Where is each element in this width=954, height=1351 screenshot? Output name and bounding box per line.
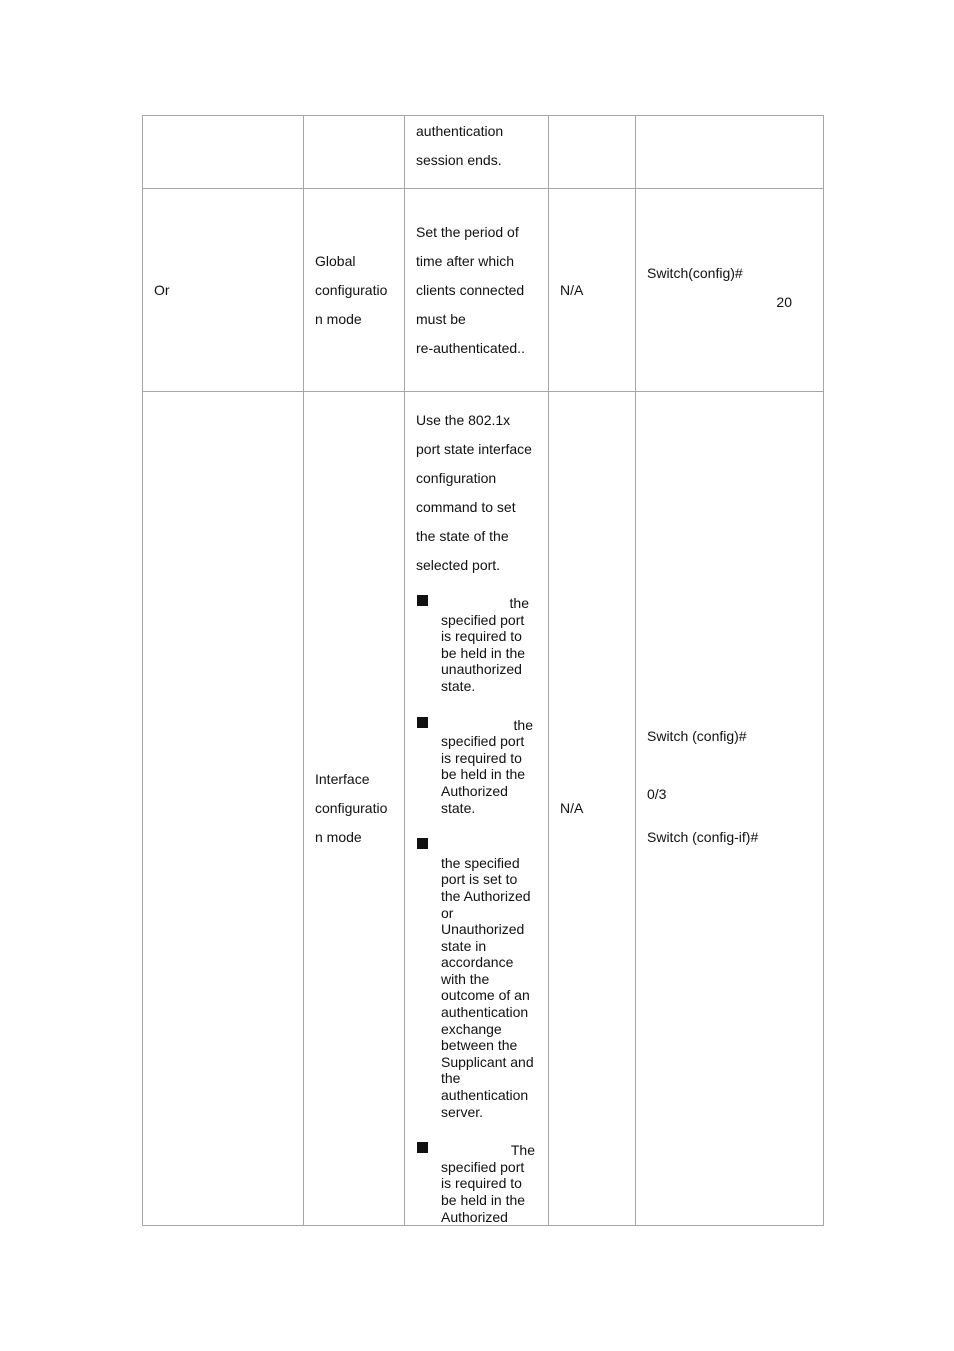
bullet-first-word [441,838,537,855]
bullet-line: is required to [441,749,522,766]
example-line: Switch (config)# [647,728,747,744]
bullet-line: Supplicant and [441,1053,534,1070]
config-mode-line: n mode [315,310,362,327]
bullet-line: specified port [441,611,525,628]
default-value: N/A [560,281,584,298]
bullet-line: Authorized [441,1208,508,1225]
bullet-line: Authorized [441,782,508,799]
desc-line: configuration [416,470,497,486]
bullet-line: is required to [441,628,522,645]
example-line: 0/3 [647,786,667,802]
cell-config-mode [304,189,405,392]
bullet-line: state. [441,677,476,694]
desc-line: must be [416,310,466,327]
bullet-line: port is set to [441,871,518,888]
bullet-line: is required to [441,1175,522,1192]
cell-example [636,392,824,1226]
desc-line: Set the period of [416,223,519,240]
cell-mode [143,392,304,1226]
cell-example [636,189,824,392]
bullet-first-word: The [510,1142,535,1159]
bullet-line: the Authorized [441,887,531,904]
bullet-item [416,595,537,695]
square-bullet-icon [417,838,428,849]
bullet-item [416,838,537,1120]
cell-mode [143,116,304,189]
cell-description [405,392,549,1226]
cell-description [405,116,549,189]
bullet-line: the [441,1070,461,1087]
desc-line: port state interface [416,441,532,457]
desc-line: authentication [416,123,504,139]
bullet-line: be held in the [441,1192,526,1208]
square-bullet-icon [417,717,428,728]
table-row [143,392,824,1226]
bullet-item [416,717,537,817]
bullet-line: Unauthorized [441,921,525,938]
bullet-line: between the [441,1037,518,1054]
bullet-line: authentication [441,1087,529,1104]
bullet-line: state in [441,937,487,954]
bullet-line: outcome of an [441,987,530,1004]
bullet-line: or [441,904,454,921]
bullet-line: be held in the [441,644,526,661]
table-row [143,189,824,392]
config-mode-line: configuratio [315,281,388,298]
mode-label: Or [154,281,170,298]
cell-example [636,116,824,189]
command-table [142,115,824,1226]
bullet-line: specified port [441,1158,525,1175]
example-value: 20 [776,294,792,310]
cell-config-mode [304,116,405,189]
cell-config-mode [304,392,405,1226]
bullet-line: be held in the [441,766,526,783]
cell-mode [143,189,304,392]
square-bullet-icon [417,1142,428,1153]
bullet-line: specified port [441,733,525,750]
bullet-first-word: the [513,716,533,733]
bullet-line: state. [441,799,476,816]
desc-line: time after which [416,252,515,269]
desc-line: selected port. [416,557,501,573]
config-mode-line: n mode [315,829,362,846]
config-mode-line: configuratio [315,800,388,817]
default-value: N/A [560,800,584,817]
bullet-line: with the [441,970,490,987]
cell-default [549,392,636,1226]
bullet-line: authentication [441,1004,529,1021]
desc-line: re-authenticated.. [416,339,525,356]
bullet-line: accordance [441,954,514,971]
table-row [143,116,824,189]
bullet-line: unauthorized [441,661,522,678]
cell-description [405,189,549,392]
desc-line: clients connected [416,281,525,298]
config-mode-line: Global [315,252,356,269]
bullet-line: server. [441,1103,484,1120]
bullet-item [416,1142,537,1225]
example-line: Switch(config)# [647,265,743,281]
cell-default [549,116,636,189]
config-mode-line: Interface [315,771,370,788]
example-line: Switch (config-if)# [647,829,759,845]
bullet-line: the specified [441,854,520,871]
desc-line: Use the 802.1x [416,412,511,428]
square-bullet-icon [417,595,428,606]
desc-line: command to set [416,499,516,515]
desc-line: the state of the [416,528,509,544]
cell-default [549,189,636,392]
desc-line: session ends. [416,152,502,168]
bullet-first-word: the [509,595,529,611]
bullet-line: exchange [441,1020,502,1037]
